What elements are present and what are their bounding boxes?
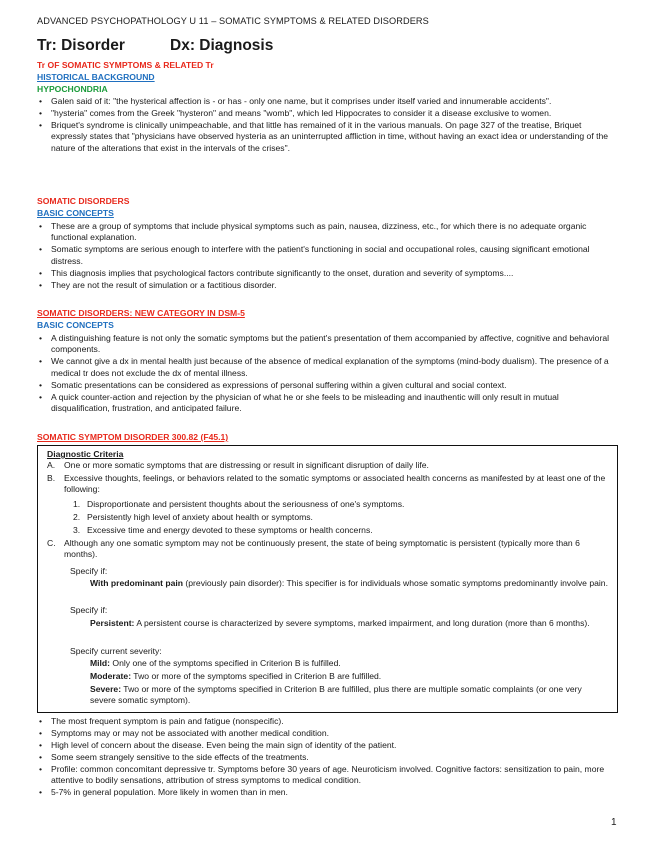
section2-title: SOMATIC DISORDERS [37,196,130,206]
page-number: 1 [611,817,617,828]
list-item: • Profile: common concomitant depressive tr. Symptoms before 30 years of age. Neuroticism involved. Cognitive factors: sensitization to pain, more attentive to bodily sensations, attribution of stress symptoms to medical condition. [37,764,617,787]
section2-subtitle: BASIC CONCEPTS [37,208,114,218]
list-item: • High level of concern about the disease. Even being the main sign of identity of the patient. [37,740,617,751]
b-item-number: 2. [73,512,81,522]
list-item: • Symptoms may or may not be associated with another medical condition. [37,728,617,739]
list-item: • A distinguishing feature is not only the somatic symptoms but the patient's presentation of them accompanied by affective, cognitive and behavioral components. [37,333,617,356]
b-item-text: Excessive time and energy devoted to these symptoms or health concerns. [87,525,373,535]
b-item-number: 1. [73,499,81,509]
criterion-a-text: One or more somatic symptoms that are distressing or result in significant disruption of daily life. [64,460,429,470]
list-item: • A quick counter-action and rejection by the physician of what he or she feels to be misleading and inauthentic will only result in mutual disqualification, frustration, and anticipated failure. [37,392,617,415]
section3-title: SOMATIC DISORDERS: NEW CATEGORY IN DSM-5 [37,308,245,318]
specifier-text: (previously pain disorder): This specifier is for individuals whose somatic symptoms predominantly involve pain. [183,578,608,588]
criterion-a-label: A. [47,460,56,470]
course-header: ADVANCED PSYCHOPATHOLOGY U 11 – SOMATIC SYMPTOMS & RELATED DISORDERS [37,16,429,26]
list-item: • Briquet's syndrome is clinically unimpeachable, and that little has remained of it in the various manuals. On page 327 of the treatise, Briquet expressly states that "physicians have observed hysteria as an uninterrupted affliction in time, without having an exact idea or understanding of the nature of the alterations that exist in the intervals of the crises". [37,120,617,154]
specifier-persistent [90,618,608,629]
severity-name: Severe: [90,684,122,694]
list-item: • "hysteria" comes from the Greek "hysteron" and means "womb", which led Hippocrates to consider it a disease exclusive to women. [37,108,617,119]
section1-list [37,96,617,155]
list-item: • The most frequent symptom is pain and fatigue (nonspecific). [37,716,617,727]
abbrev-tr: Tr: Disorder [37,37,125,54]
section4-title: SOMATIC SYMPTOM DISORDER 300.82 (F45.1) [37,432,229,442]
section1-subtitle: HISTORICAL BACKGROUND [37,72,155,82]
list-item: • These are a group of symptoms that include physical symptoms such as pain, nausea, dizziness, etc., for which there is no adequate organic functional explanation. [37,221,617,244]
criterion-b-label: B. [47,473,56,483]
severity-text: Two or more of the symptoms specified in Criterion B are fulfilled, plus there are multiple somatic complaints (or one very severe somatic symptom). [90,684,582,706]
severity-text: Two or more of the symptoms specified in Criterion B are fulfilled. [131,671,382,681]
specifier-name: Persistent: [90,618,135,628]
list-item: • Some seem strangely sensitive to the side effects of the treatments. [37,752,617,763]
criterion-b-text: Excessive thoughts, feelings, or behaviors related to the somatic symptoms or associated health concerns as manifested by at least one of the following: [64,473,606,495]
specify-severity-label: Specify current severity: [70,646,162,656]
section1-title: Tr OF SOMATIC SYMPTOMS & RELATED Tr [37,60,214,70]
specifier-text: A persistent course is characterized by severe symptoms, marked impairment, and long duration (more than 6 months). [134,618,590,628]
severity-name: Mild: [90,658,111,668]
list-item: • 5-7% in general population. More likely in women than in men. [37,787,617,798]
list-item: • Somatic symptoms are serious enough to interfere with the patient's functioning in social and occupational roles, causing significant emotional distress. [37,244,617,267]
list-item: • They are not the result of simulation or a factitious disorder. [37,280,617,291]
list-item: • Somatic presentations can be considered as expressions of personal suffering within a given cultural and social context. [37,380,617,391]
severity-moderate [90,671,608,682]
section4-list [37,716,617,799]
section3-list [37,333,617,415]
list-item: • We cannot give a dx in mental health just because of the absence of medical explanation of the symptoms (mind-body dualism). The presence of a medical tr does not exclude the dx of mental illness. [37,356,617,379]
b-item-text: Persistently high level of anxiety about health or symptoms. [87,512,313,522]
specify-if-label: Specify if: [70,605,108,615]
specifier-name: With predominant pain [90,578,184,588]
specify-if-label: Specify if: [70,566,108,576]
abbrev-dx: Dx: Diagnosis [170,37,274,54]
criterion-c-text: Although any one somatic symptom may not be continuously present, the state of being symptomatic is persistent (typically more than 6 months). [64,538,580,560]
criterion-c-label: C. [47,538,56,548]
list-item: • Galen said of it: "the hysterical affection is - or has - only one name, but it comprises under itself varied and innumerable accidents". [37,96,617,107]
b-item-number: 3. [73,525,81,535]
criteria-title: Diagnostic Criteria [47,449,124,459]
severity-mild [90,658,608,669]
section3-subtitle: BASIC CONCEPTS [37,320,114,330]
specifier-predominant-pain [90,578,608,589]
b-item-text: Disproportionate and persistent thoughts about the seriousness of one's symptoms. [87,499,405,509]
severity-text: Only one of the symptoms specified in Criterion B is fulfilled. [110,658,341,668]
list-item: • This diagnosis implies that psychological factors contribute significantly to the onset, duration and severity of symptoms.... [37,268,617,279]
section2-list [37,221,617,291]
severity-name: Moderate: [90,671,132,681]
severity-severe [90,684,608,707]
section1-topic: HYPOCHONDRIA [37,84,108,94]
